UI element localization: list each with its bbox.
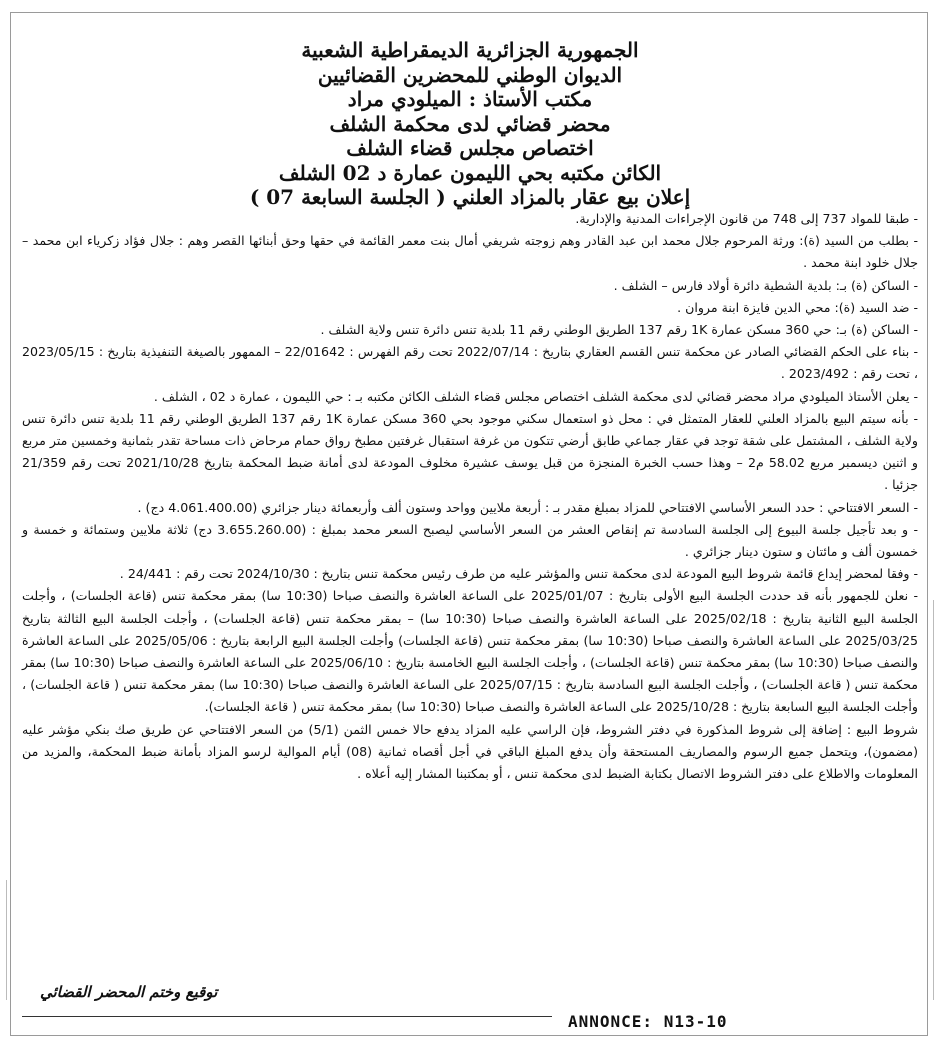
header-title: إعلان بيع عقار بالمزاد العلني ( الجلسة السابعة 07 ): [249, 185, 691, 209]
paragraph-property: - بأنه سيتم البيع بالمزاد العلني للعقار المتمثل في : محل ذو استعمال سكني موجود بحي 360 مسكن عمارة 1K رقم 137 الطريق الوطني رقم 11 بلدية تنس دائرة تنس ولاية الشلف ، المشتمل على شقة توجد في عقار جماعي طابق أرضي تتكون من غرفة استقبال غرفتين مطبخ رواق حمام مرحاض ذات مساحة تقدر بثمانية وخمسين متر مربع و اثنين ديسمبر مربع 58.02 م2 – وهذا حسب الخبرة المنجزة من قبل يوسف عشيرة مخلوف المودعة لدى أمانة ضبط المحكمة بتاريخ 2021/10/28 تحت رقم 21/359 جزئيا .: [22, 410, 918, 493]
annonce-number: ANNONCE: N13-10: [568, 1012, 728, 1031]
signature-line: [22, 1016, 552, 1017]
paragraph-requester: - بطلب من السيد (ة): ورثة المرحوم جلال محمد ابن عبد القادر وهم زوجته شريفي أمال بنت معمر القائمة في حقها وحق أبنائها القصر وهم : جلال فؤاد زكرياء ابن محمد – جلال خلود ابنة محمد .: [22, 233, 918, 271]
paragraph-defendant: - ضد السيد (ة): محي الدين فايزة ابنة مروان .: [677, 299, 918, 315]
paragraph-judgment: - بناء على الحكم القضائي الصادر عن محكمة تنس القسم العقاري بتاريخ : 2022/07/14 تحت رقم الفهرس : 22/01642 – الممهور بالصيغة التنفيذية بتاريخ : 2023/05/15 ، تحت رقم : 2023/492 .: [22, 344, 918, 382]
header-republic: الجمهورية الجزائرية الديمقراطية الشعبية: [301, 38, 639, 62]
notice-header: [20, 38, 920, 210]
paragraph-opening-price: - السعر الافتتاحي : حدد السعر الأساسي الافتتاحي للمزاد بمبلغ مقدر بـ : أربعة ملايين وواحد وستون ألف وأربعمائة دينار جزائري (4.061.400.00 دج) .: [137, 499, 918, 515]
page-edge-right: [933, 600, 940, 1000]
paragraph-reduced-price: - و بعد تأجيل جلسة البيوع إلى الجلسة السادسة تم إنقاص العشر من السعر الأساسي ليصبح السعر محمد بمبلغ : (3.655.260.00 دج) ثلاثة ملايين وستمائة و خمسة و خمسون ألف و مائتان و ستون دينار جزائري .: [22, 521, 918, 560]
paragraph-defendant-address: - الساكن (ة) بـ: حي 360 مسكن عمارة 1K رقم 137 الطريق الوطني رقم 11 بلدية تنس دائرة تنس ولاية الشلف .: [320, 322, 918, 338]
paragraph-conditions-deposit: - وفقا لمحضر إيداع قائمة شروط البيع المودعة لدى محكمة تنس والمؤشر عليه من طرف رئيس محكمة تنس بتاريخ : 2024/10/30 تحت رقم : 24/441 .: [119, 566, 918, 582]
signature-label: توقيع وختم المحضر القضائي: [40, 983, 218, 1001]
page-edge-left: [0, 880, 7, 1000]
paragraph-legal-basis: - طبقا للمواد 737 إلى 748 من قانون الإجراءات المدنية والإدارية.: [575, 211, 918, 226]
paragraph-requester-address: - الساكن (ة) بـ: بلدية الشطية دائرة أولاد فارس – الشلف .: [613, 277, 918, 293]
paragraph-sessions: - نعلن للجمهور بأنه قد حددت الجلسة البيع الأولى بتاريخ : 2025/01/07 على الساعة العاشرة والنصف صباحا (10:30 سا) بمقر محكمة تنس (قاعة الجلسات) ، وأجلت الجلسة البيع الثانية بتاريخ : 2025/02/18 على الساعة العاشرة والنصف صباحا (10:30 سا) – بمقر محكمة تنس (قاعة الجلسات) ، وأجلت الجلسة البيع الثالثة بتاريخ 2025/03/25 على الساعة العاشرة والنصف صباحا (10:30 سا) بمقر محكمة تنس (قاعة الجلسات) وأجلت الجلسة البيع الرابعة بتاريخ : 2025/05/06 على الساعة العاشرة والنصف صباحا (10:30 سا) بمقر محكمة تنس (قاعة الجلسات) ، وأجلت الجلسة البيع الخامسة بتاريخ : 2025/06/10 على الساعة العاشرة والنصف صباحا (10:30 سا) بمقر محكمة تنس ( قاعة الجلسات) ، وأجلت الجلسة البيع السادسة بتاريخ : 2025/07/15 على الساعة العاشرة والنصف صباحا (10:30 سا) بمقر محكمة تنس ( قاعة الجلسات) ، وأجلت الجلسة البيع السابعة بتاريخ : 2025/10/28 على الساعة العاشرة والنصف صباحا (10:30 سا) بمقر محكمة تنس ( قاعة الجلسات).: [22, 588, 918, 715]
header-bailiff: مكتب الأستاذ : الميلودي مراد: [347, 87, 593, 111]
paragraph-announcement: - يعلن الأستاذ الميلودي مراد محضر قضائي لدى محكمة الشلف اختصاص مجلس قضاء الشلف الكائن مكتبه بـ : حي الليمون ، عمارة د 02 ، الشلف .: [153, 388, 918, 404]
header-address: الكائن مكتبه بحي الليمون عمارة د 02 الشلف: [278, 160, 662, 185]
notice-body: [22, 208, 918, 785]
header-office: الديوان الوطني للمحضرين القضائيين: [317, 62, 623, 87]
paragraph-sale-terms: شروط البيع : إضافة إلى شروط المذكورة في دفتر الشروط، فإن الراسي عليه المزاد يدفع حالا خمس الثمن (5/1) من السعر الافتتاحي عن طريق صك بنكي مؤشر عليه (مضمون)، ويتحمل جميع الرسوم والمصاريف المستحقة وأن يدفع المبلغ الباقي في أجل أقصاه ثمانية (08) أيام الموالية لرسو المزاد بأمانة ضبط المحكمة، والمزيد من المعلومات والاطلاع على دفتر الشروط الاتصال بكتابة الضبط لدى محكمة تنس ، أو بمكتبنا المشار إليه أعلاه .: [22, 721, 919, 782]
header-jurisdiction: اختصاص مجلس قضاء الشلف: [346, 136, 594, 160]
header-court: محضر قضائي لدى محكمة الشلف: [329, 111, 611, 136]
